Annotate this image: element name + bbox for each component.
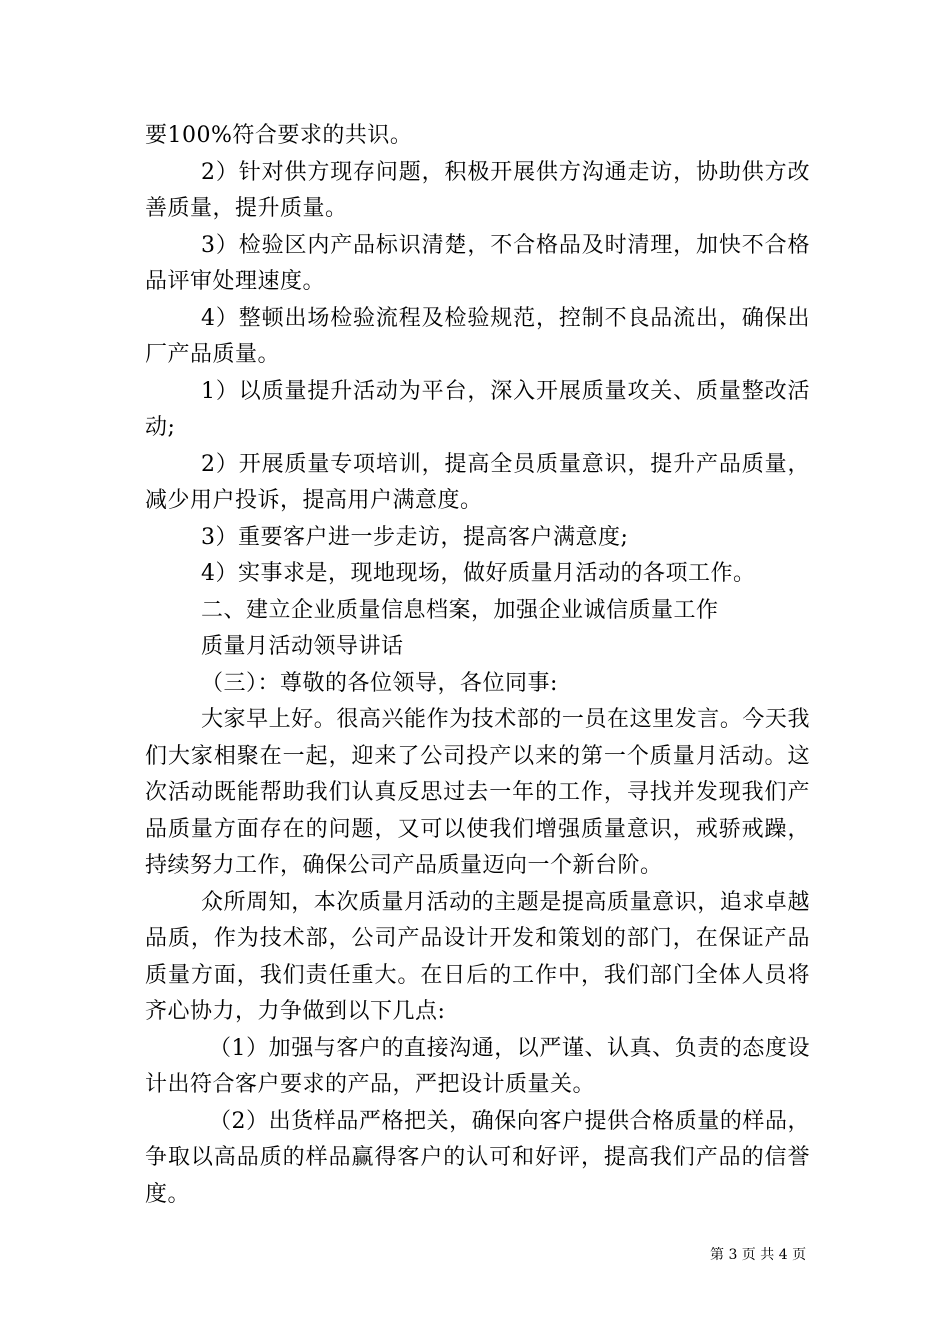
paragraph: 3）检验区内产品标识清楚，不合格品及时清理，加快不合格品评审处理速度。 — [145, 232, 810, 294]
paragraph: 3）重要客户进一步走访，提高客户满意度; — [201, 524, 629, 550]
document-body — [145, 118, 810, 1213]
paragraph: 2）开展质量专项培训，提高全员质量意识，提升产品质量，减少用户投诉，提高用户满意度。 — [145, 451, 810, 513]
paragraph: （1）加强与客户的直接沟通，以严谨、认真、负责的态度设计出符合客户要求的产品，严把设计质量关。 — [145, 1035, 810, 1097]
paragraph: 2）针对供方现存问题，积极开展供方沟通走访，协助供方改善质量，提升质量。 — [145, 159, 810, 221]
section-heading: 二、建立企业质量信息档案，加强企业诚信质量工作 — [201, 597, 719, 623]
paragraph: 4）实事求是，现地现场，做好质量月活动的各项工作。 — [201, 561, 756, 586]
paragraph: 1）以质量提升活动为平台，深入开展质量攻关、质量整改活动; — [145, 378, 810, 440]
salutation: （三）：尊敬的各位领导，各位同事: — [201, 670, 558, 696]
paragraph: 要100%符合要求的共识。 — [145, 123, 413, 148]
paragraph: 4）整顿出场检验流程及检验规范，控制不良品流出，确保出厂产品质量。 — [145, 305, 810, 367]
paragraph: 众所周知，本次质量月活动的主题是提高质量意识，追求卓越品质，作为技术部，公司产品设计开发和策划的部门，在保证产品质量方面，我们责任重大。在日后的工作中，我们部门全体人员将齐心协力，力争做到以下几点: — [145, 889, 810, 1024]
page-number: 第 3 页 共 4 页 — [710, 1247, 807, 1263]
speech-title: 质量月活动领导讲话 — [201, 634, 404, 659]
paragraph: （2）出货样品严格把关，确保向客户提供合格质量的样品，争取以高品质的样品赢得客户的认可和好评，提高我们产品的信誉度。 — [145, 1108, 810, 1207]
paragraph: 大家早上好。很高兴能作为技术部的一员在这里发言。今天我们大家相聚在一起，迎来了公司投产以来的第一个质量月活动。这次活动既能帮助我们认真反思过去一年的工作，寻找并发现我们产品质量方面存在的问题，又可以使我们增强质量意识，戒骄戒躁，持续努力工作，确保公司产品质量迈向一个新台阶。 — [145, 707, 810, 878]
